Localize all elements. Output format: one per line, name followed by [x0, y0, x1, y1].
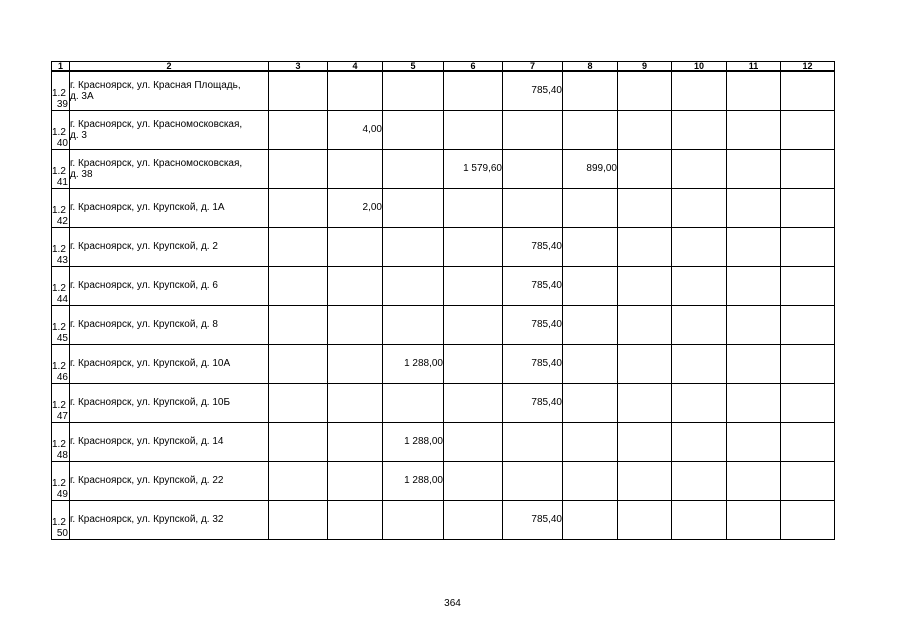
value-cell-c6 [444, 305, 503, 344]
value-cell-c5 [383, 500, 444, 539]
row-code-number: 47 [56, 410, 68, 422]
value-cell-c9 [618, 344, 672, 383]
value-cell-c5: 1 288,00 [383, 461, 444, 500]
value-cell-c3 [269, 227, 328, 266]
value-cell-c3 [269, 344, 328, 383]
value-cell-c11 [727, 266, 781, 305]
value-cell-c12 [781, 188, 835, 227]
row-code-cell [52, 500, 70, 539]
row-code-number: 45 [56, 332, 68, 344]
column-header: 5 [383, 62, 444, 72]
value-cell-c6 [444, 71, 503, 110]
value-cell-c5 [383, 383, 444, 422]
value-cell-c3 [269, 110, 328, 149]
value-cell-c4 [328, 461, 383, 500]
table-row [52, 383, 835, 422]
value-cell-c10 [672, 227, 727, 266]
row-code-cell [52, 149, 70, 188]
value-cell-c10 [672, 383, 727, 422]
value-cell-c10 [672, 422, 727, 461]
row-code-number: 49 [56, 488, 68, 500]
column-header: 10 [672, 62, 727, 72]
value-cell-c7: 785,40 [503, 305, 563, 344]
column-header: 2 [70, 62, 269, 72]
value-cell-c12 [781, 461, 835, 500]
row-code-number: 48 [56, 449, 68, 461]
value-cell-c6 [444, 110, 503, 149]
column-header: 9 [618, 62, 672, 72]
value-cell-c12 [781, 227, 835, 266]
value-cell-c4 [328, 227, 383, 266]
value-cell-c4 [328, 149, 383, 188]
value-cell-c4 [328, 383, 383, 422]
value-cell-c11 [727, 71, 781, 110]
column-header: 7 [503, 62, 563, 72]
value-cell-c5: 1 288,00 [383, 344, 444, 383]
value-cell-c9 [618, 227, 672, 266]
row-code-section: 1.2 [52, 399, 66, 411]
value-cell-c11 [727, 227, 781, 266]
value-cell-c8 [563, 344, 618, 383]
value-cell-c9 [618, 149, 672, 188]
value-cell-c8 [563, 227, 618, 266]
address-cell: г. Красноярск, ул. Красномосковская, д. 3 [70, 110, 269, 149]
row-code-number: 39 [56, 98, 68, 110]
row-code-section: 1.2 [52, 204, 66, 216]
table-row [52, 461, 835, 500]
column-header: 1 [52, 62, 70, 72]
value-cell-c8 [563, 383, 618, 422]
value-cell-c12 [781, 305, 835, 344]
value-cell-c8 [563, 188, 618, 227]
value-cell-c8 [563, 500, 618, 539]
value-cell-c5 [383, 71, 444, 110]
value-cell-c11 [727, 344, 781, 383]
value-cell-c5 [383, 266, 444, 305]
value-cell-c9 [618, 266, 672, 305]
value-cell-c5 [383, 110, 444, 149]
row-code-section: 1.2 [52, 360, 66, 372]
value-cell-c9 [618, 110, 672, 149]
value-cell-c6 [444, 422, 503, 461]
address-cell: г. Красноярск, ул. Крупской, д. 6 [70, 266, 269, 305]
value-cell-c8 [563, 422, 618, 461]
row-code-section: 1.2 [52, 87, 66, 99]
value-cell-c7 [503, 110, 563, 149]
value-cell-c5 [383, 227, 444, 266]
value-cell-c7 [503, 188, 563, 227]
table-row [52, 188, 835, 227]
value-cell-c9 [618, 461, 672, 500]
value-cell-c5 [383, 149, 444, 188]
address-cell: г. Красноярск, ул. Крупской, д. 10Б [70, 383, 269, 422]
row-code-number: 44 [56, 293, 68, 305]
value-cell-c5: 1 288,00 [383, 422, 444, 461]
row-code-cell [52, 422, 70, 461]
value-cell-c3 [269, 461, 328, 500]
row-code-cell [52, 344, 70, 383]
address-cell: г. Красноярск, ул. Красномосковская, д. 38 [70, 149, 269, 188]
value-cell-c11 [727, 461, 781, 500]
table-row [52, 305, 835, 344]
table-body [52, 71, 835, 539]
value-cell-c10 [672, 71, 727, 110]
value-cell-c11 [727, 188, 781, 227]
value-cell-c11 [727, 149, 781, 188]
value-cell-c6 [444, 266, 503, 305]
value-cell-c8 [563, 110, 618, 149]
address-cell: г. Красноярск, ул. Красная Площадь, д. 3А [70, 71, 269, 110]
value-cell-c10 [672, 110, 727, 149]
row-code-cell [52, 383, 70, 422]
value-cell-c4 [328, 71, 383, 110]
value-cell-c9 [618, 500, 672, 539]
row-code-section: 1.2 [52, 243, 66, 255]
value-cell-c10 [672, 500, 727, 539]
table-row [52, 266, 835, 305]
value-cell-c9 [618, 305, 672, 344]
row-code-cell [52, 227, 70, 266]
value-cell-c7 [503, 422, 563, 461]
column-header: 12 [781, 62, 835, 72]
table-row [52, 500, 835, 539]
table-row [52, 422, 835, 461]
value-cell-c12 [781, 110, 835, 149]
row-code-cell [52, 110, 70, 149]
value-cell-c7: 785,40 [503, 500, 563, 539]
column-header: 6 [444, 62, 503, 72]
value-cell-c8: 899,00 [563, 149, 618, 188]
value-cell-c4: 2,00 [328, 188, 383, 227]
value-cell-c4 [328, 344, 383, 383]
value-cell-c3 [269, 266, 328, 305]
table-row [52, 149, 835, 188]
row-code-number: 50 [56, 527, 68, 539]
column-header: 4 [328, 62, 383, 72]
row-code-number: 46 [56, 371, 68, 383]
value-cell-c10 [672, 305, 727, 344]
address-cell: г. Красноярск, ул. Крупской, д. 1А [70, 188, 269, 227]
row-code-cell [52, 266, 70, 305]
value-cell-c11 [727, 383, 781, 422]
value-cell-c4 [328, 305, 383, 344]
row-code-number: 40 [56, 137, 68, 149]
header-row [52, 62, 835, 72]
value-cell-c9 [618, 383, 672, 422]
value-cell-c9 [618, 71, 672, 110]
row-code-number: 41 [56, 176, 68, 188]
value-cell-c3 [269, 383, 328, 422]
value-cell-c10 [672, 344, 727, 383]
value-cell-c3 [269, 422, 328, 461]
row-code-section: 1.2 [52, 477, 66, 489]
value-cell-c8 [563, 461, 618, 500]
row-code-cell [52, 461, 70, 500]
value-cell-c12 [781, 149, 835, 188]
row-code-section: 1.2 [52, 438, 66, 450]
value-cell-c7: 785,40 [503, 344, 563, 383]
value-cell-c11 [727, 422, 781, 461]
value-cell-c6 [444, 344, 503, 383]
value-cell-c7: 785,40 [503, 383, 563, 422]
value-cell-c3 [269, 149, 328, 188]
value-cell-c10 [672, 266, 727, 305]
address-cell: г. Красноярск, ул. Крупской, д. 10А [70, 344, 269, 383]
value-cell-c10 [672, 461, 727, 500]
value-cell-c7: 785,40 [503, 71, 563, 110]
value-cell-c9 [618, 188, 672, 227]
value-cell-c6 [444, 188, 503, 227]
row-code-cell [52, 188, 70, 227]
value-cell-c12 [781, 422, 835, 461]
value-cell-c3 [269, 71, 328, 110]
table-row [52, 344, 835, 383]
table-row [52, 110, 835, 149]
value-cell-c11 [727, 305, 781, 344]
value-cell-c7 [503, 149, 563, 188]
row-code-number: 42 [56, 215, 68, 227]
address-cell: г. Красноярск, ул. Крупской, д. 8 [70, 305, 269, 344]
value-cell-c6 [444, 461, 503, 500]
value-cell-c3 [269, 500, 328, 539]
column-header: 11 [727, 62, 781, 72]
address-cell: г. Красноярск, ул. Крупской, д. 32 [70, 500, 269, 539]
value-cell-c9 [618, 422, 672, 461]
row-code-cell [52, 305, 70, 344]
value-cell-c11 [727, 500, 781, 539]
value-cell-c5 [383, 188, 444, 227]
value-cell-c3 [269, 188, 328, 227]
column-header: 8 [563, 62, 618, 72]
value-cell-c4 [328, 266, 383, 305]
value-cell-c11 [727, 110, 781, 149]
row-code-section: 1.2 [52, 126, 66, 138]
data-table [51, 61, 835, 540]
value-cell-c6 [444, 500, 503, 539]
value-cell-c7: 785,40 [503, 227, 563, 266]
value-cell-c12 [781, 383, 835, 422]
value-cell-c4: 4,00 [328, 110, 383, 149]
row-code-section: 1.2 [52, 516, 66, 528]
column-header: 3 [269, 62, 328, 72]
value-cell-c7: 785,40 [503, 266, 563, 305]
table-row [52, 71, 835, 110]
value-cell-c8 [563, 266, 618, 305]
value-cell-c12 [781, 266, 835, 305]
value-cell-c3 [269, 305, 328, 344]
address-cell: г. Красноярск, ул. Крупской, д. 14 [70, 422, 269, 461]
row-code-number: 43 [56, 254, 68, 266]
value-cell-c12 [781, 344, 835, 383]
table-row [52, 227, 835, 266]
address-cell: г. Красноярск, ул. Крупской, д. 2 [70, 227, 269, 266]
row-code-section: 1.2 [52, 321, 66, 333]
value-cell-c6: 1 579,60 [444, 149, 503, 188]
value-cell-c7 [503, 461, 563, 500]
address-cell: г. Красноярск, ул. Крупской, д. 22 [70, 461, 269, 500]
value-cell-c5 [383, 305, 444, 344]
row-code-cell [52, 71, 70, 110]
value-cell-c4 [328, 500, 383, 539]
value-cell-c6 [444, 383, 503, 422]
value-cell-c4 [328, 422, 383, 461]
value-cell-c8 [563, 71, 618, 110]
value-cell-c10 [672, 188, 727, 227]
value-cell-c6 [444, 227, 503, 266]
row-code-section: 1.2 [52, 282, 66, 294]
value-cell-c12 [781, 71, 835, 110]
value-cell-c8 [563, 305, 618, 344]
value-cell-c12 [781, 500, 835, 539]
row-code-section: 1.2 [52, 165, 66, 177]
page-number: 364 [444, 598, 461, 609]
value-cell-c10 [672, 149, 727, 188]
